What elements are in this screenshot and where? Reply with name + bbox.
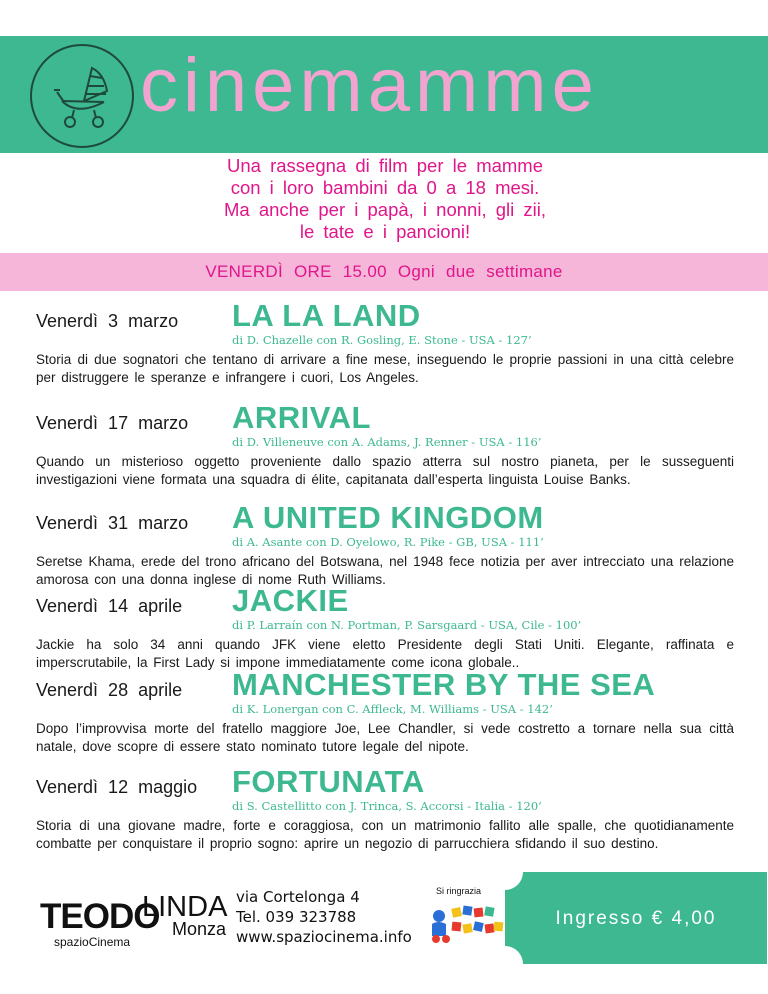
- baby-bazar-logo: [428, 902, 504, 951]
- subtitle-line: le tate e i pancioni!: [299, 221, 471, 242]
- film-description: Quando un misterioso oggetto proveniente dallo spazio atterra sul nostro pianeta, per le susseguenti investigazioni viene formata una squadra di élite, capitanata dall’esperta linguista Louise Banks.: [36, 454, 734, 487]
- schedule-band: [0, 253, 768, 291]
- film-credits: di D. Villeneuve con A. Adams, J. Renner - USA - 116’: [232, 435, 542, 449]
- baby-carriage-icon: [30, 44, 134, 148]
- logo-linda: LINDA: [142, 891, 228, 923]
- film-date: Venerdì 14 aprile: [36, 596, 183, 616]
- film-date: Venerdì 12 maggio: [36, 777, 198, 797]
- film-date: Venerdì 28 aprile: [36, 680, 183, 700]
- film-date: Venerdì 3 marzo: [36, 311, 179, 331]
- film-title: JACKIE: [232, 583, 349, 618]
- subtitle-line: Ma anche per i papà, i nonni, gli zii,: [223, 199, 546, 220]
- film-date: Venerdì 31 marzo: [36, 513, 189, 533]
- page-title: cinemamme: [140, 43, 599, 128]
- ticket-badge: [505, 872, 767, 964]
- address: via Cortelonga 4: [236, 888, 360, 906]
- contacts: [236, 887, 412, 947]
- logo-teodo: TEODO: [40, 897, 160, 936]
- film-title: FORTUNATA: [232, 764, 425, 799]
- thanks-label: Si ringrazia: [436, 886, 482, 896]
- film-description: Storia di due sognatori che tentano di arrivare a fine mese, inseguendo le proprie passioni in una città celebre per distruggere le speranze e infrangere i cuori, Los Angeles.: [36, 352, 734, 385]
- film-credits: di S. Castellitto con J. Trinca, S. Accorsi - Italia - 120’: [232, 799, 542, 813]
- film-title: ARRIVAL: [232, 400, 371, 435]
- film-description: Seretse Khama, erede del trono africano del Botswana, nel 1948 fece notizia per aver intrecciato una relazione amorosa con una donna inglese di nome Ruth Williams.: [36, 554, 734, 587]
- film-credits: di K. Lonergan con C. Affleck, M. Williams - USA - 142’: [232, 702, 553, 716]
- film-credits: di P. Larraín con N. Portman, P. Sarsgaard - USA, Cile - 100’: [232, 618, 582, 632]
- film-description: Storia di una giovane madre, forte e coraggiosa, con un matrimonio fallito alle spalle, che quotidianamente combatte per conquistare il proprio sogno: aprire un negozio di parrucchiera sfidando il suo destino.: [36, 818, 734, 851]
- film-credits: di A. Asante con D. Oyelowo, R. Pike - GB, USA - 111’: [232, 535, 544, 549]
- film-description: Dopo l’improvvisa morte del fratello maggiore Joe, Lee Chandler, si vede costretto a tornare nella sua città natale, dove scopre di essere stato nominato tutore legale del nipote.: [36, 721, 734, 754]
- film-credits: di D. Chazelle con R. Gosling, E. Stone - USA - 127’: [232, 333, 532, 347]
- logo-spazio: spazioCinema: [54, 935, 131, 949]
- film-title: A UNITED KINGDOM: [232, 500, 544, 535]
- schedule-text: VENERDÌ ORE 15.00 Ogni due settimane: [205, 262, 563, 281]
- ticket-price: Ingresso € 4,00: [555, 908, 717, 929]
- subtitle-line: con i loro bambini da 0 a 18 mesi.: [230, 177, 540, 198]
- website-link[interactable]: www.spaziocinema.info: [236, 928, 412, 946]
- subtitle: [150, 155, 620, 243]
- film-title: LA LA LAND: [232, 298, 421, 333]
- phone: Tel. 039 323788: [236, 908, 357, 926]
- film-title: MANCHESTER BY THE SEA: [232, 667, 656, 702]
- film-description: Jackie ha solo 34 anni quando JFK viene eletto Presidente degli Stati Uniti. Elegante, raffinata e imperscrutabile, la First Lady si impone immediatamente come icona globale..: [36, 637, 734, 670]
- logo-monza: Monza: [172, 919, 227, 939]
- subtitle-line: Una rassegna di film per le mamme: [227, 155, 543, 176]
- film-date: Venerdì 17 marzo: [36, 413, 189, 433]
